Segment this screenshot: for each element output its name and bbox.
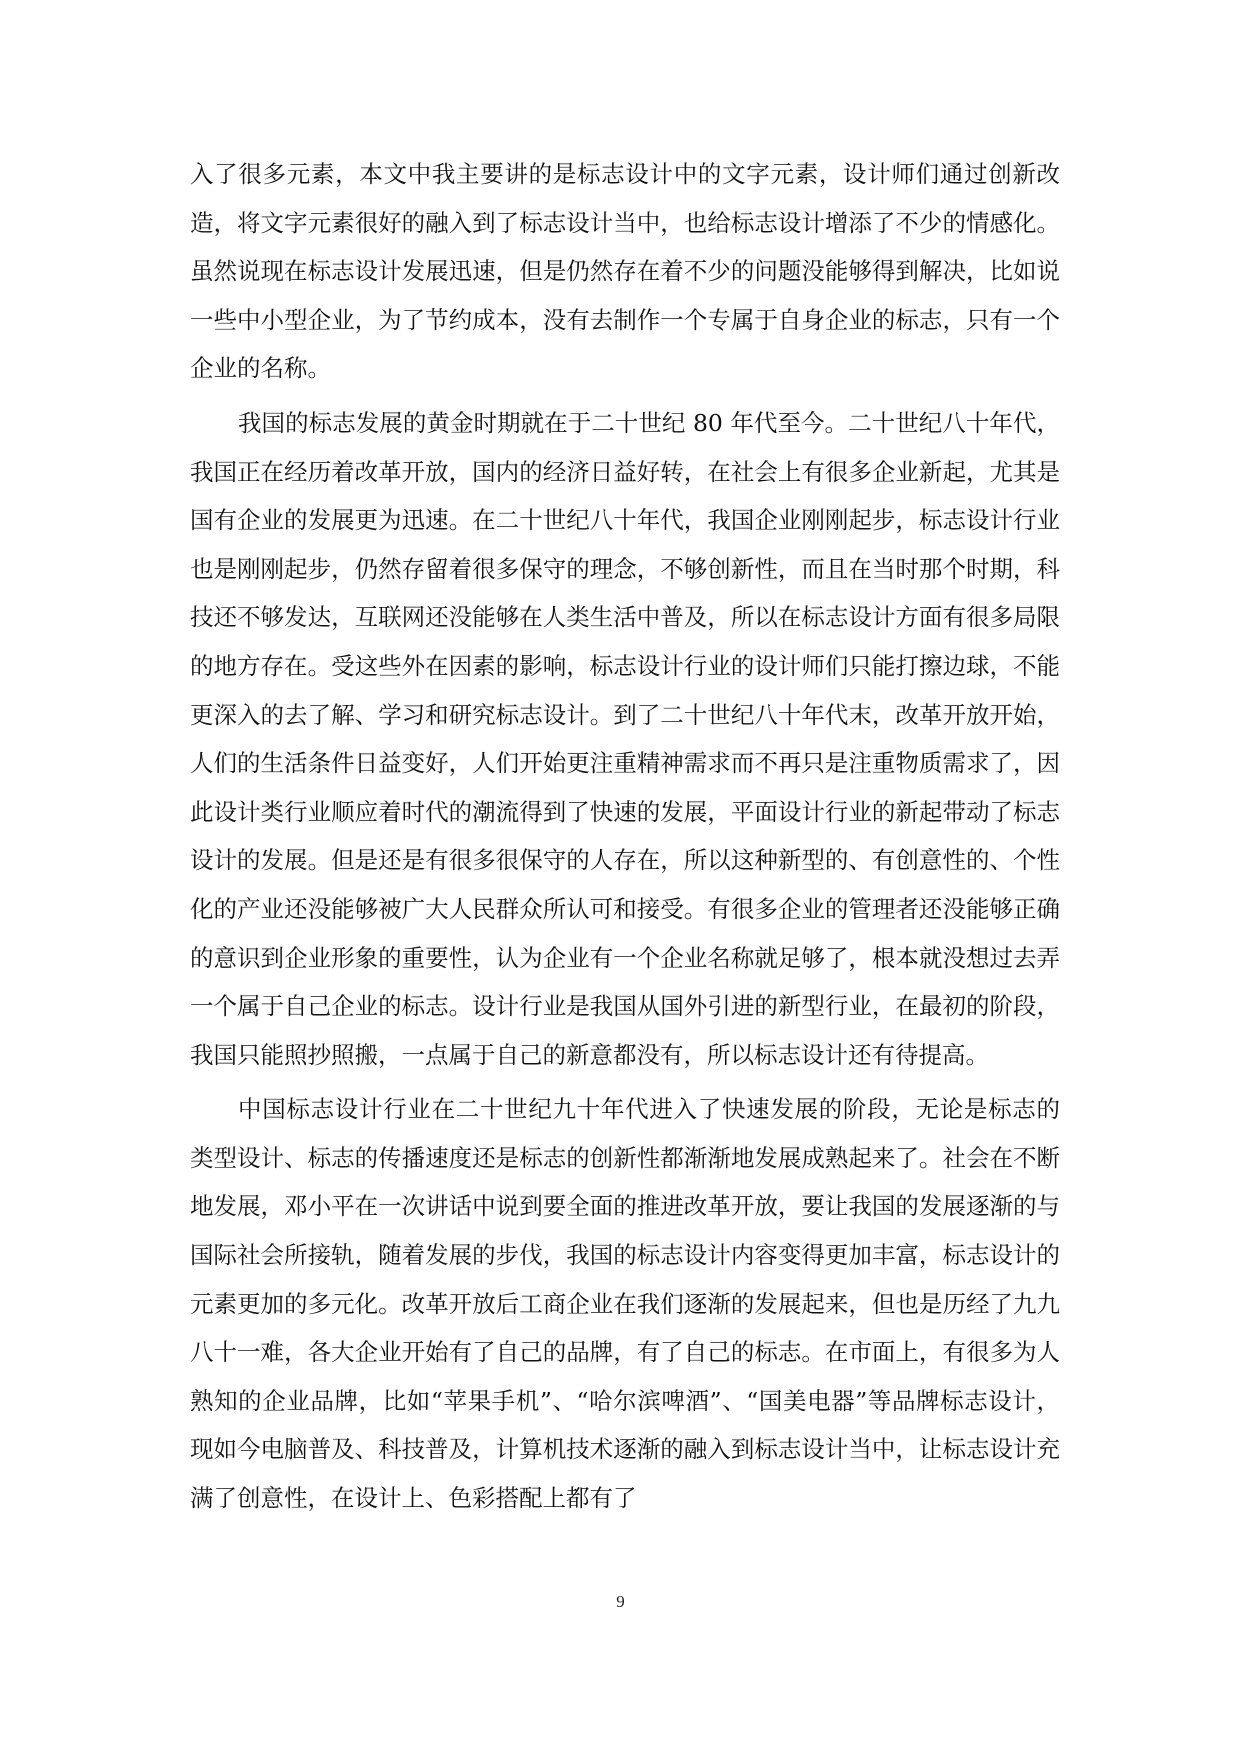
- paragraph-continuation: 入了很多元素，本文中我主要讲的是标志设计中的文字元素，设计师们通过创新改造，将文字元素很好的融入到了标志设计当中，也给标志设计增添了不少的情感化。虽然说现在标志设计发展迅速，但是仍然存在着不少的问题没能够得到解决，比如说一些中小型企业，为了节约成本，没有去制作一个专属于自身企业的标志，只有一个企业的名称。: [190, 160, 1060, 383]
- page-number: 9: [616, 1592, 625, 1611]
- paragraph-1980s: 我国的标志发展的黄金时期就在于二十世纪 80 年代至今。二十世纪八十年代，我国正在经历着改革开放，国内的经济日益好转，在社会上有很多企业新起，尤其是国有企业的发展更为迅速。在二十世纪八十年代，我国企业刚刚起步，标志设计行业也是刚刚起步，仍然存留着很多保守的理念，不够创新性，而且在当时那个时期，科技还不够发达，互联网还没能够在人类生活中普及，所以在标志设计方面有很多局限的地方存在。受这些外在因素的影响，标志设计行业的设计师们只能打擦边球，不能更深入的去了解、学习和研究标志设计。到了二十世纪八十年代末，改革开放开始，人们的生活条件日益变好，人们开始更注重精神需求而不再只是注重物质需求了，因此设计类行业顺应着时代的潮流得到了快速的发展，平面设计行业的新起带动了标志设计的发展。但是还是有很多很保守的人存在，所以这种新型的、有创意性的、个性化的产业还没能够被广大人民群众所认可和接受。有很多企业的管理者还没能够正确的意识到企业形象的重要性，认为企业有一个企业名称就足够了，根本就没想过去弄一个属于自己企业的标志。设计行业是我国从国外引进的新型行业，在最初的阶段，我国只能照抄照搬，一点属于自己的新意都没有，所以标志设计还有待提高。: [190, 408, 1060, 1069]
- body-text: [190, 150, 1060, 1529]
- paragraph-1990s: 中国标志设计行业在二十世纪九十年代进入了快速发展的阶段，无论是标志的类型设计、标志的传播速度还是标志的创新性都渐渐地发展成熟起来了。社会在不断地发展，邓小平在一次讲话中说到要全面的推进改革开放，要让我国的发展逐渐的与国际社会所接轨，随着发展的步伐，我国的标志设计内容变得更加丰富，标志设计的元素更加的多元化。改革开放后工商企业在我们逐渐的发展起来，但也是历经了九九八十一难，各大企业开始有了自己的品牌，有了自己的标志。在市面上，有很多为人熟知的企业品牌，比如“苹果手机”、“哈尔滨啤酒”、“国美电器”等品牌标志设计，现如今电脑普及、科技普及，计算机技术逐渐的融入到标志设计当中，让标志设计充满了创意性，在设计上、色彩搭配上都有了: [190, 1095, 1060, 1513]
